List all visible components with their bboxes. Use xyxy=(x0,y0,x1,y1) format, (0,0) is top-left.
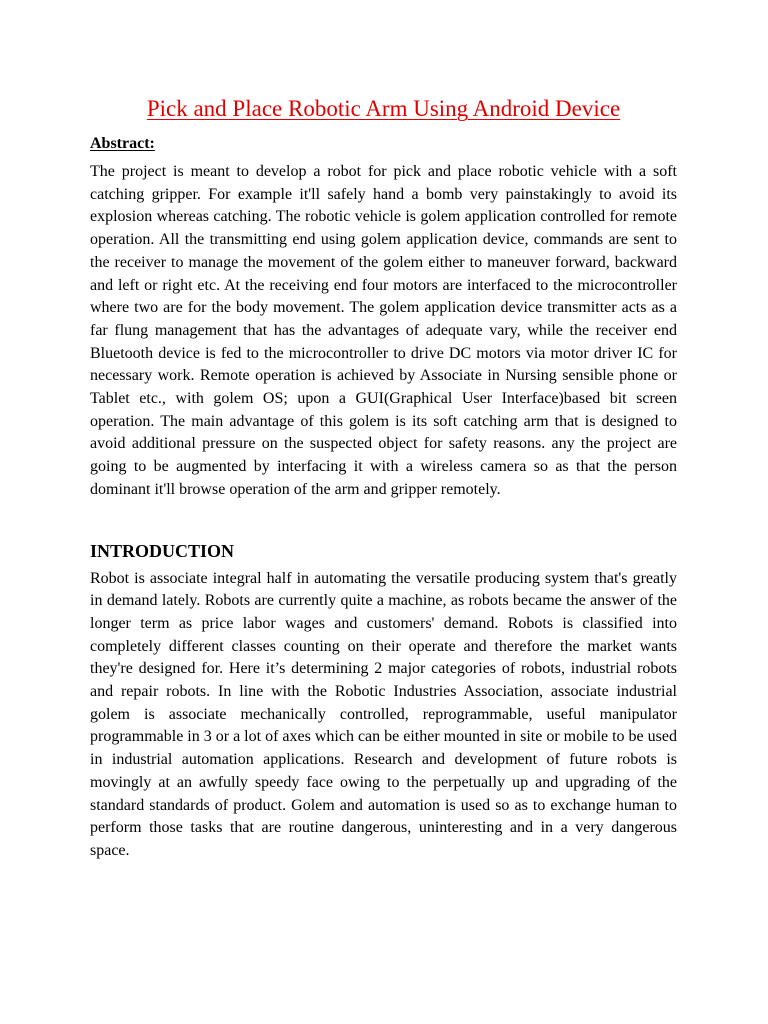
introduction-paragraph: Robot is associate integral half in automating the versatile producing system that's greatly in demand lately. Robots are currently quite a machine, as robots became the answer of the longer term as price labor wages and customers' demand. Robots is classified into completely different classes counting on their operate and therefore the market wants they're designed for. Here it’s determining 2 major categories of robots, industrial robots and repair robots. In line with the Robotic Industries Association, associate industrial golem is associate mechanically controlled, reprogrammable, useful manipulator programmable in 3 or a lot of axes which can be either mounted in site or mobile to be used in industrial automation applications. Research and development of future robots is movingly at an awfully speedy face owing to the perpetually up and upgrading of the standard standards of product. Golem and automation is used so as to exchange human to perform those tasks that are routine dangerous, uninteresting and in a very dangerous space. xyxy=(90,569,677,859)
abstract-paragraph: The project is meant to develop a robot for pick and place robotic vehicle with a soft catching gripper. For example it'll safely hand a bomb very painstakingly to avoid its explosion whereas catching. The robotic vehicle is golem application controlled for remote operation. All the transmitting end using golem application device, commands are sent to the receiver to manage the movement of the golem either to maneuver forward, backward and left or right etc. At the receiving end four motors are interfaced to the microcontroller where two are for the body movement. The golem application device transmitter acts as a far flung management that has the advantages of adequate vary, while the receiver end Bluetooth device is fed to the microcontroller to drive DC motors via motor driver IC for necessary work. Remote operation is achieved by Associate in Nursing sensible phone or Tablet etc., with golem OS; upon a GUI(Graphical User Interface)based bit screen operation. The main advantage of this golem is its soft catching arm that is designed to avoid additional pressure on the suspected object for safety reasons. any the project are going to be augmented by interfacing it with a wireless camera so as that the person dominant it'll browse operation of the arm and gripper remotely. xyxy=(90,163,677,498)
document-title: Pick and Place Robotic Arm Using Android Device xyxy=(146,96,621,121)
abstract-heading: Abstract: xyxy=(90,135,155,152)
document-page xyxy=(90,92,677,863)
introduction-heading: INTRODUCTION xyxy=(90,540,235,561)
